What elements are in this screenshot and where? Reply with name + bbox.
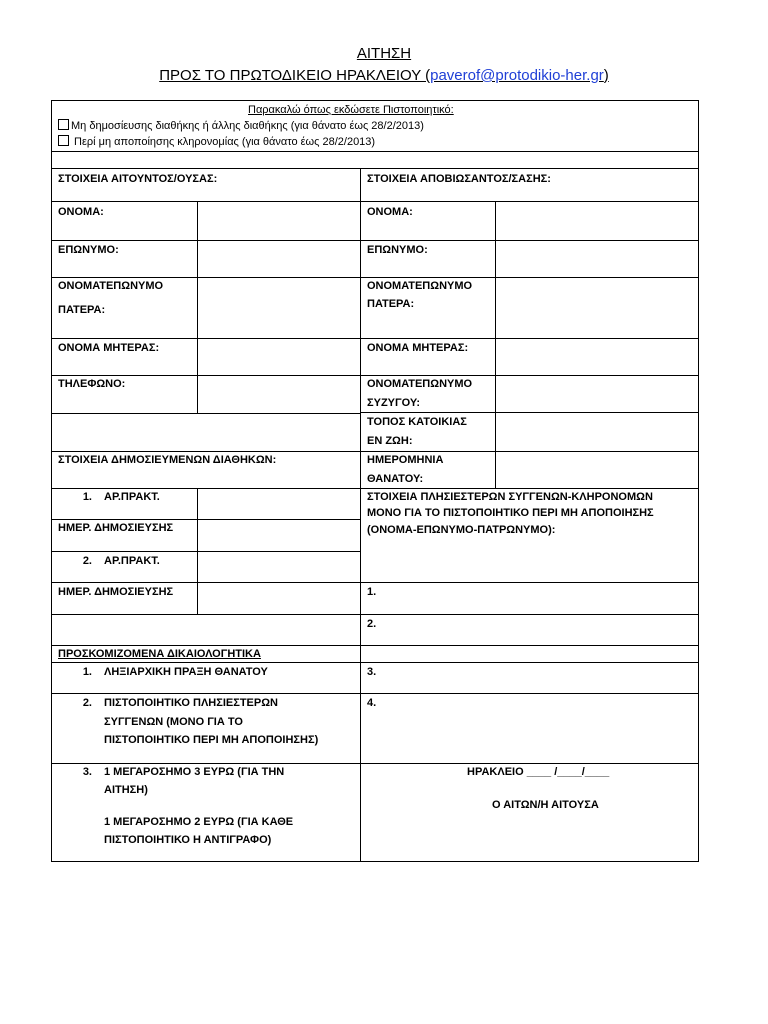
deceased-residence-label-line2: ΕΝ ΖΩΗ: bbox=[367, 435, 413, 447]
applicant-surname-label: ΕΠΩΝΥΜΟ: bbox=[58, 244, 119, 256]
applicant-mother-label: ΟΝΟΜΑ ΜΗΤΕΡΑΣ: bbox=[58, 342, 160, 354]
applicant-phone-label: ΤΗΛΕΦΩΝΟ: bbox=[58, 378, 126, 390]
applicant-section-heading: ΣΤΟΙΧΕΙΑ ΑΙΤΟΥΝΤΟΣ/ΟΥΣΑΣ: bbox=[58, 173, 218, 185]
document-2-label-line2: ΣΥΓΓΕΝΩΝ (ΜΟΝΟ ΓΙΑ ΤΟ bbox=[104, 716, 243, 728]
applicant-name-label: ΟΝΟΜΑ: bbox=[58, 206, 104, 218]
deceased-surname-label: ΕΠΩΝΥΜΟ: bbox=[367, 244, 428, 256]
document-1-number: 1. bbox=[82, 666, 92, 678]
will-1-number: 1. bbox=[82, 491, 92, 503]
will-2-act-label: ΑΡ.ΠΡΑΚΤ. bbox=[104, 555, 160, 567]
place-date-line: ΗΡΑΚΛΕΙΟ ____ /____/____ bbox=[467, 766, 610, 778]
relative-3-number: 3. bbox=[367, 666, 377, 678]
relative-2-number: 2. bbox=[367, 618, 377, 630]
document-2-label-line1: ΠΙΣΤΟΠΟΙΗΤΙΚΟ ΠΛΗΣΙΕΣΤΕΡΩΝ bbox=[104, 697, 278, 709]
deceased-father-label-line1: ΟΝΟΜΑΤΕΠΩΝΥΜΟ bbox=[367, 280, 473, 292]
will-2-date-label: ΗΜΕΡ. ΔΗΜΟΣΙΕΥΣΗΣ bbox=[58, 586, 174, 598]
document-1-label: ΛΗΞΙΑΡΧΙΚΗ ΠΡΑΞΗ ΘΑΝΑΤΟΥ bbox=[104, 666, 268, 678]
will-1-act-label: ΑΡ.ΠΡΑΚΤ. bbox=[104, 491, 160, 503]
document-title: ΑΙΤΗΣΗ bbox=[356, 45, 412, 62]
subtitle-prefix: ΠΡΟΣ ΤΟ ΠΡΩΤΟΔΙΚΕΙΟ ΗΡΑΚΛΕΙΟΥ ( bbox=[159, 67, 431, 84]
applicant-father-label-line1: ΟΝΟΜΑΤΕΠΩΝΥΜΟ bbox=[58, 280, 164, 292]
relative-4-number: 4. bbox=[367, 697, 377, 709]
will-2-number: 2. bbox=[82, 555, 92, 567]
document-2-label-line3: ΠΙΣΤΟΠΟΙΗΤΙΚΟ ΠΕΡΙ ΜΗ ΑΠΟΠΟΙΗΣΗΣ) bbox=[104, 734, 319, 746]
document-2-number: 2. bbox=[82, 697, 92, 709]
signer-label: Ο ΑΙΤΩΝ/Η ΑΙΤΟΥΣΑ bbox=[492, 799, 599, 811]
relative-1-number: 1. bbox=[367, 586, 377, 598]
request-option-no-publication-label: Μη δημοσίευσης διαθήκης ή άλλης διαθήκης (για θάνατο έως 28/2/2013) bbox=[71, 120, 424, 132]
request-option-non-renunciation-label: Περί μη αποποίησης κληρονομίας (για θάνατο έως 28/2/2013) bbox=[71, 136, 376, 148]
deceased-section-heading: ΣΤΟΙΧΕΙΑ ΑΠΟΒΙΩΣΑΝΤΟΣ/ΣΑΣΗΣ: bbox=[367, 173, 551, 185]
wills-section-heading: ΣΤΟΙΧΕΙΑ ΔΗΜΟΣΙΕΥΜΕΝΩΝ ΔΙΑΘΗΚΩΝ: bbox=[58, 454, 277, 466]
deceased-residence-label-line1: ΤΟΠΟΣ ΚΑΤΟΙΚΙΑΣ bbox=[367, 416, 467, 428]
document-3-label-line1: 1 ΜΕΓΑΡΟΣΗΜΟ 3 ΕΥΡΩ (ΓΙΑ ΤΗΝ bbox=[104, 766, 285, 778]
deceased-father-label-line2: ΠΑΤΕΡΑ: bbox=[367, 298, 415, 310]
document-3b-label-line2: ΠΙΣΤΟΠΟΙΗΤΙΚΟ Η ΑΝΤΙΓΡΑΦΟ) bbox=[104, 834, 272, 846]
documents-section-heading: ΠΡΟΣΚΟΜΙΖΟΜΕΝΑ ΔΙΚΑΙΟΛΟΓΗΤΙΚΑ bbox=[58, 648, 261, 660]
document-3-number: 3. bbox=[82, 766, 92, 778]
checkbox-icon[interactable] bbox=[58, 119, 69, 130]
checkbox-icon[interactable] bbox=[58, 135, 69, 146]
subtitle-suffix: ) bbox=[603, 67, 609, 84]
deceased-death-date-label-line2: ΘΑΝΑΤΟΥ: bbox=[367, 473, 424, 485]
court-email-link[interactable]: paverof@protodikio-her.gr bbox=[430, 67, 604, 84]
deceased-name-label: ΟΝΟΜΑ: bbox=[367, 206, 413, 218]
document-3b-label-line1: 1 ΜΕΓΑΡΟΣΗΜΟ 2 ΕΥΡΩ (ΓΙΑ ΚΑΘΕ bbox=[104, 816, 294, 828]
request-option-non-renunciation[interactable] bbox=[58, 135, 375, 149]
deceased-spouse-label-line2: ΣΥΖΥΓΟΥ: bbox=[367, 397, 421, 409]
relatives-heading-line1: ΣΤΟΙΧΕΙΑ ΠΛΗΣΙΕΣΤΕΡΩΝ ΣΥΓΓΕΝΩΝ-ΚΛΗΡΟΝΟΜΩΝ bbox=[367, 491, 653, 503]
deceased-mother-label: ΟΝΟΜΑ ΜΗΤΕΡΑΣ: bbox=[367, 342, 469, 354]
deceased-death-date-label-line1: ΗΜΕΡΟΜΗΝΙΑ bbox=[367, 454, 444, 466]
document-3-label-line2: ΑΙΤΗΣΗ) bbox=[104, 784, 148, 796]
relatives-heading-line3: (ΟΝΟΜΑ-ΕΠΩΝΥΜΟ-ΠΑΤΡΩΝΥΜΟ): bbox=[367, 524, 556, 536]
request-heading: Παρακαλώ όπως εκδώσετε Πιστοποιητικό: bbox=[248, 104, 454, 116]
request-option-no-publication[interactable] bbox=[58, 119, 424, 133]
deceased-spouse-label-line1: ΟΝΟΜΑΤΕΠΩΝΥΜΟ bbox=[367, 378, 473, 390]
will-1-date-label: ΗΜΕΡ. ΔΗΜΟΣΙΕΥΣΗΣ bbox=[58, 522, 174, 534]
applicant-father-label-line2: ΠΑΤΕΡΑ: bbox=[58, 304, 106, 316]
relatives-heading-line2: ΜΟΝΟ ΓΙΑ ΤΟ ΠΙΣΤΟΠΟΙΗΤΙΚΟ ΠΕΡΙ ΜΗ ΑΠΟΠΟΙΗΣΗΣ bbox=[367, 507, 654, 519]
